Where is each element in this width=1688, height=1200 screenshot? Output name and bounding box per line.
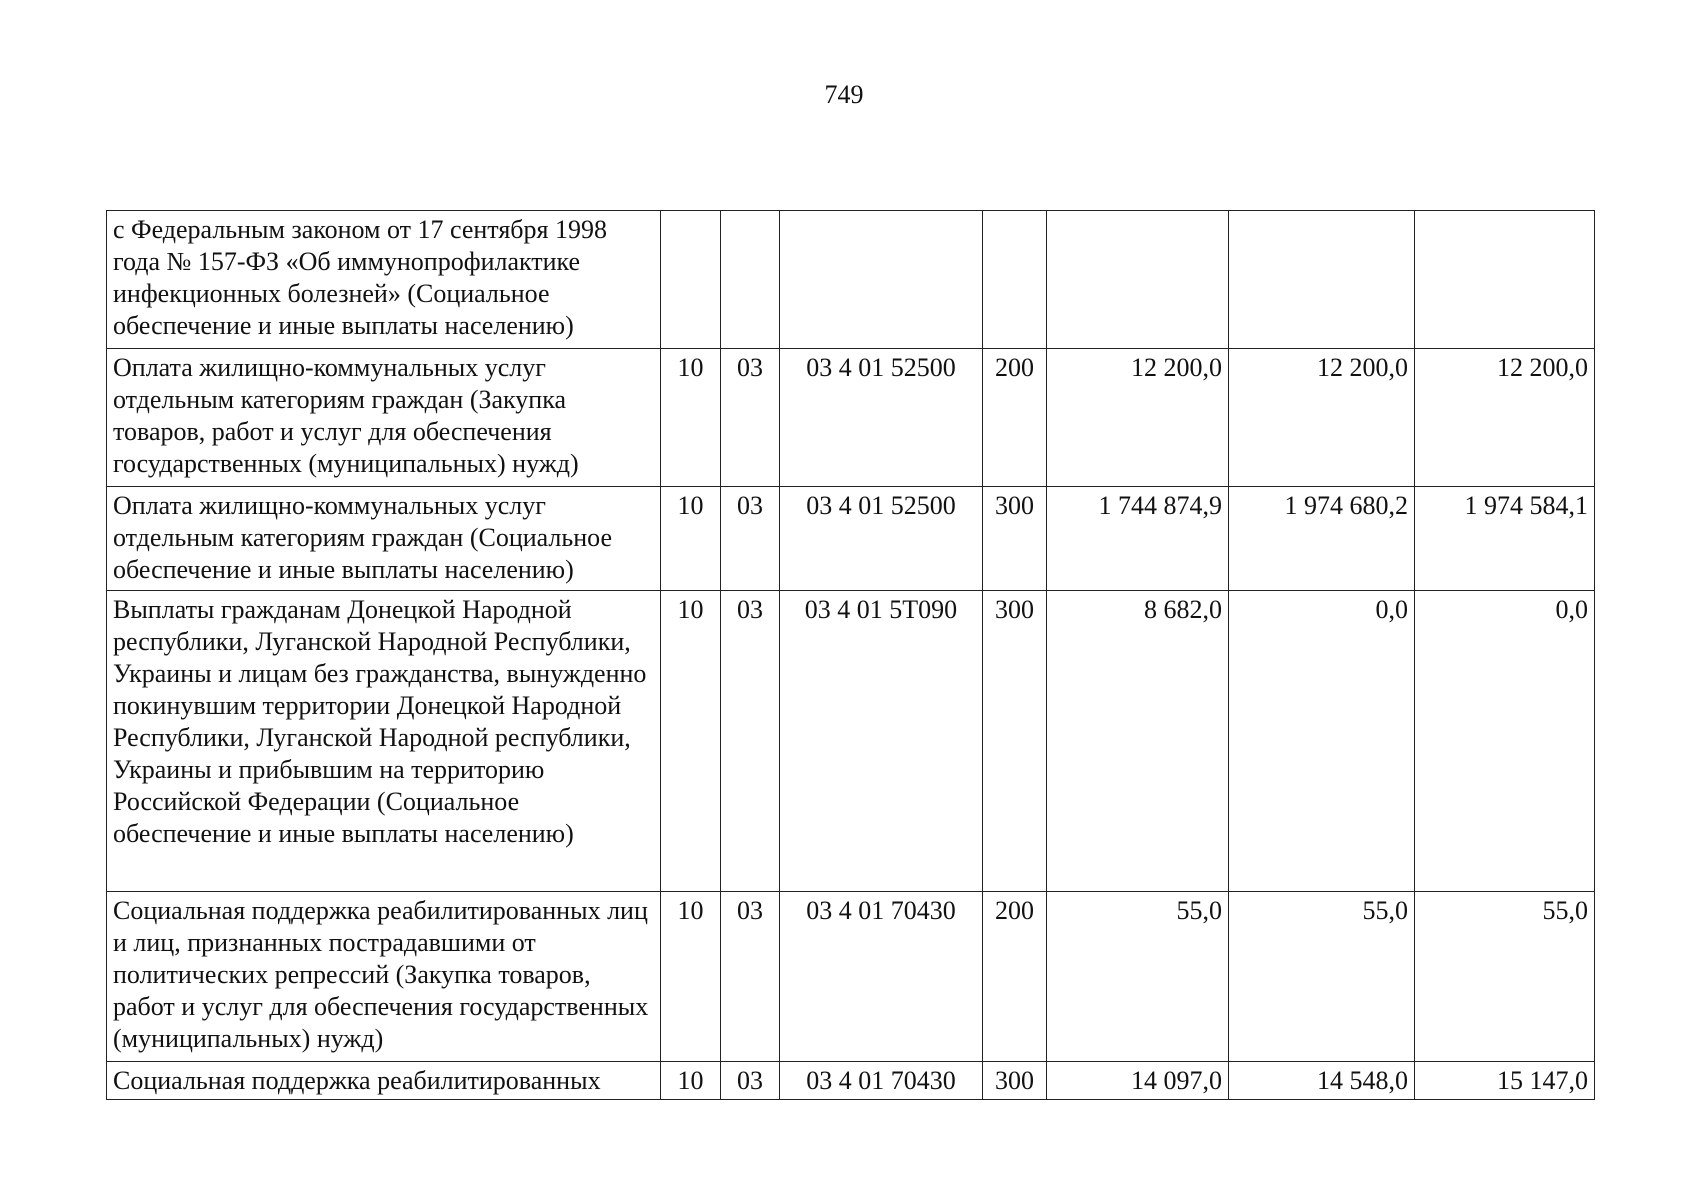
section-cell: 10	[661, 892, 721, 1062]
subsection-cell: 03	[721, 487, 780, 591]
table-row	[107, 1062, 1595, 1100]
amount-cell: 12 200,0	[1415, 349, 1595, 487]
subsection-cell: 03	[721, 591, 780, 892]
expense-type-cell	[983, 211, 1047, 349]
section-cell: 10	[661, 1062, 721, 1100]
amount-cell: 8 682,0	[1047, 591, 1229, 892]
target-article-cell: 03 4 01 70430	[780, 1062, 983, 1100]
amount-cell: 14 097,0	[1047, 1062, 1229, 1100]
amount-cell: 12 200,0	[1047, 349, 1229, 487]
expense-type-cell: 300	[983, 591, 1047, 892]
budget-table	[106, 210, 1595, 1100]
amount-cell	[1229, 211, 1415, 349]
description-cell: Выплаты гражданам Донецкой Народной республики, Луганской Народной Республики, Украины и лицам без гражданства, вынужденно покинувшим территории Донецкой Народной Республики, Луганской Народной республики, Украины и прибывшим на территорию Российской Федерации (Социальное обеспечение и иные выплаты населению)	[107, 591, 661, 892]
amount-cell: 0,0	[1415, 591, 1595, 892]
table-row	[107, 591, 1595, 892]
description-cell: Оплата жилищно-коммунальных услуг отдельным категориям граждан (Социальное обеспечение и иные выплаты населению)	[107, 487, 661, 591]
expense-type-cell: 200	[983, 349, 1047, 487]
table-row	[107, 349, 1595, 487]
subsection-cell: 03	[721, 349, 780, 487]
amount-cell: 55,0	[1047, 892, 1229, 1062]
section-cell	[661, 211, 721, 349]
expense-type-cell: 300	[983, 1062, 1047, 1100]
description-cell: Социальная поддержка реабилитированных лиц и лиц, признанных пострадавшими от политических репрессий (Закупка товаров, работ и услуг для обеспечения государственных (муниципальных) нужд)	[107, 892, 661, 1062]
amount-cell: 0,0	[1229, 591, 1415, 892]
expense-type-cell: 300	[983, 487, 1047, 591]
target-article-cell: 03 4 01 70430	[780, 892, 983, 1062]
expense-type-cell: 200	[983, 892, 1047, 1062]
amount-cell: 12 200,0	[1229, 349, 1415, 487]
page-number: 749	[824, 80, 864, 109]
amount-cell: 1 974 680,2	[1229, 487, 1415, 591]
amount-cell: 55,0	[1415, 892, 1595, 1062]
amount-cell: 1 974 584,1	[1415, 487, 1595, 591]
table-row	[107, 892, 1595, 1062]
section-cell: 10	[661, 349, 721, 487]
section-cell: 10	[661, 591, 721, 892]
subsection-cell: 03	[721, 892, 780, 1062]
table-row	[107, 211, 1595, 349]
amount-cell	[1415, 211, 1595, 349]
target-article-cell: 03 4 01 5Т090	[780, 591, 983, 892]
amount-cell: 1 744 874,9	[1047, 487, 1229, 591]
subsection-cell	[721, 211, 780, 349]
table-row	[107, 487, 1595, 591]
target-article-cell: 03 4 01 52500	[780, 349, 983, 487]
description-cell: Оплата жилищно-коммунальных услуг отдельным категориям граждан (Закупка товаров, работ и услуг для обеспечения государственных (муниципальных) нужд)	[107, 349, 661, 487]
amount-cell	[1047, 211, 1229, 349]
description-cell: Социальная поддержка реабилитированных	[107, 1062, 661, 1100]
section-cell: 10	[661, 487, 721, 591]
description-cell: с Федеральным законом от 17 сентября 1998 года № 157-ФЗ «Об иммунопрофилактике инфекционных болезней» (Социальное обеспечение и иные выплаты населению)	[107, 211, 661, 349]
amount-cell: 14 548,0	[1229, 1062, 1415, 1100]
subsection-cell: 03	[721, 1062, 780, 1100]
amount-cell: 15 147,0	[1415, 1062, 1595, 1100]
target-article-cell	[780, 211, 983, 349]
target-article-cell: 03 4 01 52500	[780, 487, 983, 591]
amount-cell: 55,0	[1229, 892, 1415, 1062]
